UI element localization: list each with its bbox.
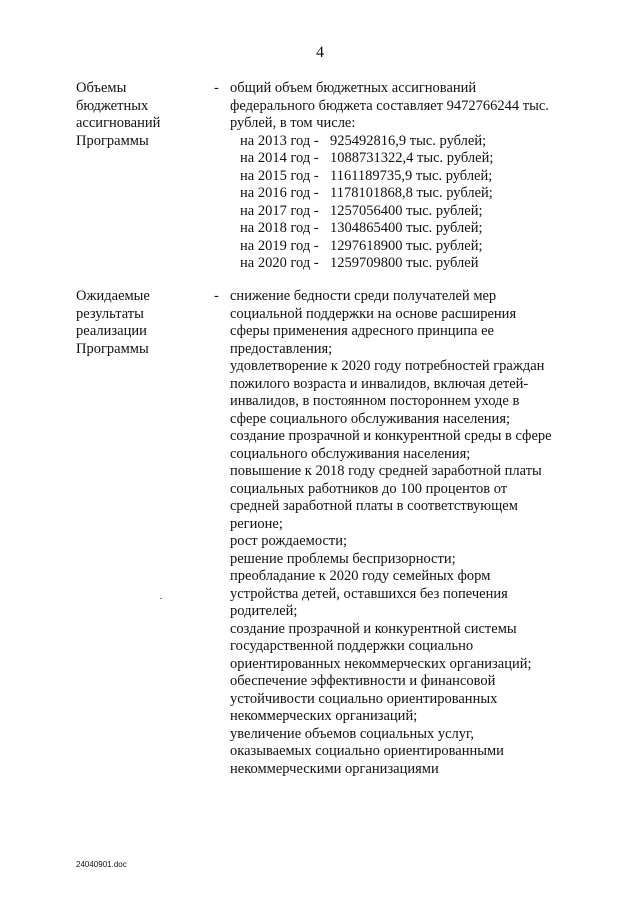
footer-filename: 24040901.doc — [76, 860, 127, 869]
results-line: оказываемых социально ориентированными — [230, 743, 504, 759]
year-row — [230, 220, 560, 238]
year-label: на 2018 год - — [240, 220, 319, 236]
results-label-line: результаты — [76, 305, 144, 322]
year-label: на 2014 год - — [240, 150, 319, 166]
year-label: на 2015 год - — [240, 167, 319, 184]
year-amount: 1257056400 тыс. рублей; — [330, 202, 483, 219]
volumes-content — [230, 80, 560, 273]
results-line: социальных работников до 100 процентов от — [230, 480, 508, 497]
results-line: устойчивости социально ориентированных — [230, 690, 498, 707]
results-line: решение проблемы беспризорности; — [230, 550, 456, 567]
year-amount: 1088731322,4 тыс. рублей; — [330, 150, 494, 166]
year-amount: 1259709800 тыс. рублей — [330, 255, 479, 271]
results-line: предоставления; — [230, 340, 333, 357]
year-row — [230, 238, 560, 256]
year-row — [230, 133, 560, 151]
year-row — [230, 168, 560, 186]
results-line: инвалидов, в постоянном постороннем уходе в — [230, 393, 520, 409]
year-row — [230, 255, 560, 273]
year-label: на 2019 год - — [240, 237, 319, 254]
results-label — [76, 288, 201, 358]
results-line: обеспечение эффективности и финансовой — [230, 673, 496, 689]
results-line: преобладание к 2020 году семейных форм — [230, 568, 491, 584]
results-line: социального обслуживания населения; — [230, 445, 471, 462]
volumes-dash: - — [214, 80, 219, 96]
volumes-intro-line: федерального бюджета составляет 9472766244 тыс. — [230, 97, 549, 114]
volumes-label-line: бюджетных — [76, 97, 149, 114]
year-amount: 1178101868,8 тыс. рублей; — [330, 185, 493, 201]
results-label-line: реализации — [76, 323, 147, 339]
year-amount: 1297618900 тыс. рублей; — [330, 237, 483, 254]
results-line: пожилого возраста и инвалидов, включая детей- — [230, 375, 529, 392]
volumes-label-line: Объемы — [76, 80, 127, 96]
results-line: создание прозрачной и конкурентной системы — [230, 620, 517, 637]
year-amount: 1304865400 тыс. рублей; — [330, 220, 483, 236]
results-line: повышение к 2018 году средней заработной платы — [230, 463, 542, 479]
year-row — [230, 185, 560, 203]
results-line: устройства детей, оставшихся без попечения — [230, 585, 508, 602]
year-label: на 2020 год - — [240, 255, 319, 271]
results-label-line: Программы — [76, 340, 149, 357]
scan-speck — [160, 598, 162, 599]
year-row — [230, 203, 560, 221]
results-line: снижение бедности среди получателей мер — [230, 288, 497, 304]
year-label: на 2013 год - — [240, 132, 319, 149]
volumes-intro-line: рублей, в том числе: — [230, 115, 356, 131]
volumes-label — [76, 80, 201, 150]
results-line: ориентированных некоммерческих организаций; — [230, 655, 532, 672]
results-line: увеличение объемов социальных услуг, — [230, 725, 474, 742]
volumes-label-line: Программы — [76, 132, 149, 149]
year-amount: 1161189735,9 тыс. рублей; — [330, 167, 493, 184]
results-dash: - — [214, 288, 219, 304]
results-line: регионе; — [230, 515, 283, 532]
results-line: некоммерческих организаций; — [230, 708, 418, 724]
results-line: сферы применения адресного принципа ее — [230, 323, 494, 339]
results-line: социальной поддержки на основе расширения — [230, 305, 517, 322]
results-line: средней заработной платы в соответствующем — [230, 498, 518, 514]
year-amount: 925492816,9 тыс. рублей; — [330, 132, 487, 149]
volumes-label-line: ассигнований — [76, 115, 161, 131]
results-line: создание прозрачной и конкурентной среды в сфере — [230, 428, 552, 444]
results-line: удовлетворение к 2020 году потребностей граждан — [230, 358, 545, 374]
results-line: родителей; — [230, 603, 298, 619]
results-content — [230, 288, 560, 778]
page-number: 4 — [316, 44, 324, 61]
volumes-intro-line: общий объем бюджетных ассигнований — [230, 80, 477, 96]
results-line: некоммерческими организациями — [230, 760, 439, 777]
results-line: рост рождаемости; — [230, 533, 348, 549]
year-label: на 2016 год - — [240, 185, 319, 201]
results-label-line: Ожидаемые — [76, 288, 150, 304]
results-line: сфере социального обслуживания населения; — [230, 410, 511, 427]
year-row — [230, 150, 560, 168]
year-label: на 2017 год - — [240, 202, 319, 219]
results-line: государственной поддержки социально — [230, 638, 474, 654]
